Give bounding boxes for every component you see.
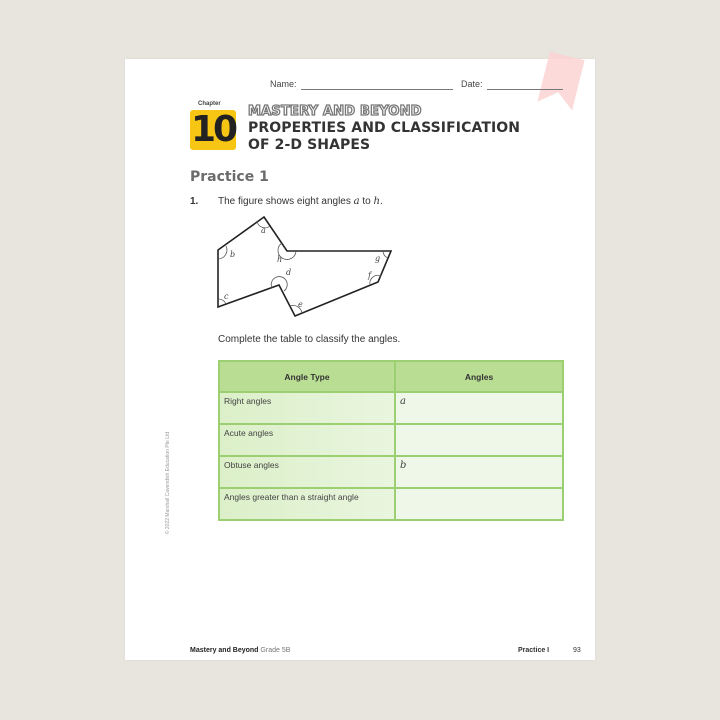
date-label: Date: [461,79,483,89]
angles-answer-cell[interactable]: b [395,456,563,488]
chapter-title [248,120,520,154]
angle-type-cell: Acute angles [219,424,395,456]
angle-type-cell: Right angles [219,392,395,424]
chapter-number: 10 [190,109,236,150]
angle-label-d: d [286,268,292,277]
question-prefix: The figure shows eight angles [218,196,354,207]
angle-label-e: e [298,300,303,309]
angle-label-h: h [277,255,283,264]
chapter-badge [190,110,236,150]
question-number: 1. [190,196,199,207]
series-title: MASTERY AND BEYOND [248,104,422,119]
copyright-notice: © 2022 Marshall Cavendish Education Pte Ltd [165,431,171,535]
question-suffix: . [379,196,383,207]
angle-label-b: b [230,250,236,259]
instruction-text: Complete the table to classify the angles. [218,334,401,345]
question-text [218,196,383,207]
table-row [219,424,563,456]
angles-answer-cell[interactable] [395,424,563,456]
footer-section: Practice I [518,647,550,654]
footer-book [190,647,290,654]
header-angle-type: Angle Type [219,361,395,392]
angles-answer-cell[interactable]: a [395,392,563,424]
name-field[interactable] [301,89,453,90]
angle-type-cell: Obtuse angles [219,456,395,488]
page-number: 93 [573,647,581,654]
angle-label-f: f [368,271,371,280]
chapter-title-line1: PROPERTIES AND CLASSIFICATION [248,120,521,136]
angle-type-cell: Angles greater than a straight angle [219,488,395,520]
name-label: Name: [270,79,297,89]
date-field[interactable] [487,89,563,90]
footer-book-title: Mastery and Beyond [190,647,259,654]
angle-label-c: c [224,292,229,301]
var-end: h [373,196,380,207]
angles-answer-cell[interactable] [395,488,563,520]
header-angles: Angles [395,361,563,392]
classification-table [218,360,564,521]
footer-grade: Grade 5B [260,647,291,654]
angle-label-a: a [261,226,266,235]
practice-heading: Practice 1 [190,169,269,185]
polygon-figure [205,210,405,325]
question-mid: to [359,196,374,207]
angle-label-g: g [375,254,381,263]
chapter-title-line2: OF 2-D SHAPES [248,137,371,153]
var-start: a [353,196,360,207]
chapter-label: Chapter [198,101,221,107]
table-row [219,456,563,488]
table-row [219,392,563,424]
table-row [219,488,563,520]
